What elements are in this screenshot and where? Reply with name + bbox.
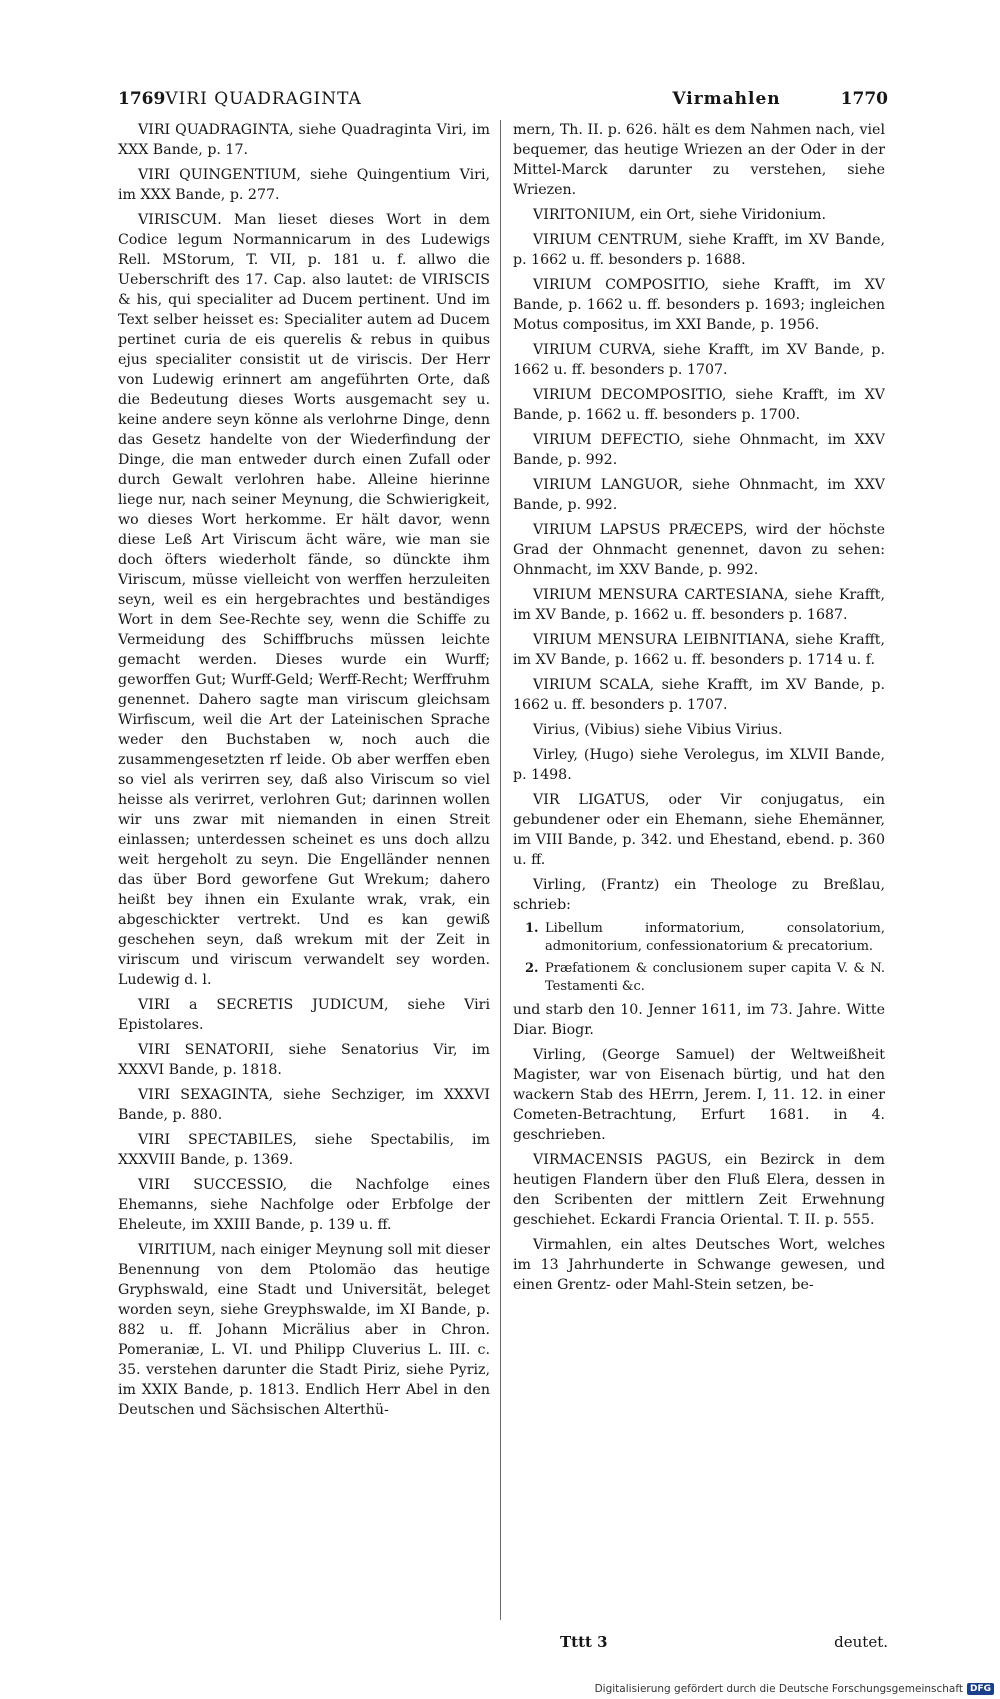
entry-virling-death: und starb den 10. Jenner 1611, im 73. Jahre. Witte Diar. Biogr. bbox=[513, 1002, 885, 1038]
entry-virling-george: Virling, (George Samuel) der Weltweißheit Magister, war von Eisenach bürtig, und hat den wackern Stab des HErrn, Jerem. I, 11. 12. in einer Cometen-Betrachtung, Erfurt 1681. in 4. geschrieben. bbox=[513, 1047, 885, 1143]
running-head-right: Virmahlen bbox=[672, 89, 781, 109]
entry-virium-compositio: VIRIUM COMPOSITIO, siehe Krafft, im XV Bande, p. 1662 u. ff. besonders p. 1693; ingleichen Motus compositus, im XXI Bande, p. 1956. bbox=[513, 277, 885, 333]
running-head-left: VIRI QUADRAGINTA bbox=[165, 89, 362, 109]
funding-credit bbox=[595, 1683, 994, 1695]
entry-viritonium: VIRITONIUM, ein Ort, siehe Viridonium. bbox=[533, 207, 826, 223]
entry-virium-lapsus: VIRIUM LAPSUS PRÆCEPS, wird der höchste Grad der Ohnmacht genennet, davon zu sehen: Ohnmacht, im XXV Bande, p. 992. bbox=[513, 522, 885, 578]
page-number-right: 1770 bbox=[840, 89, 888, 109]
entry-viri-quingentium: VIRI QUINGENTIUM, siehe Quingentium Viri, im XXX Bande, p. 277. bbox=[118, 167, 490, 203]
work-item bbox=[513, 960, 885, 996]
entry-virium-centrum: VIRIUM CENTRUM, siehe Krafft, im XV Bande, p. 1662 u. ff. besonders p. 1688. bbox=[513, 232, 885, 268]
entry-virium-curva: VIRIUM CURVA, siehe Krafft, im XV Bande, p. 1662 u. ff. besonders p. 1707. bbox=[513, 342, 885, 378]
left-column bbox=[118, 120, 490, 1625]
entry-viri-sexaginta: VIRI SEXAGINTA, siehe Sechziger, im XXXVI Bande, p. 880. bbox=[118, 1087, 490, 1123]
page-header bbox=[118, 82, 888, 116]
funding-note: Digitalisierung gefördert durch die Deutsche Forschungsgemeinschaft bbox=[594, 1683, 963, 1695]
entry-viri-successio: VIRI SUCCESSIO, die Nachfolge eines Ehemanns, siehe Nachfolge oder Erbfolge der Eheleute, im XXIII Bande, p. 139 u. ff. bbox=[118, 1177, 490, 1233]
entry-virium-mensura-cartesiana: VIRIUM MENSURA CARTESIANA, siehe Krafft, im XV Bande, p. 1662 u. ff. besonders p. 1687. bbox=[513, 587, 885, 623]
work-item-text: Præfationem & conclusionem super capita V. & N. Testamenti &c. bbox=[545, 961, 885, 994]
catchword: deutet. bbox=[834, 1633, 888, 1651]
entry-virius: Virius, (Vibius) siehe Vibius Virius. bbox=[533, 722, 783, 738]
entry-virium-defectio: VIRIUM DEFECTIO, siehe Ohnmacht, im XXV Bande, p. 992. bbox=[513, 432, 885, 468]
entry-viri-senatorii: VIRI SENATORII, siehe Senatorius Vir, im XXXVI Bande, p. 1818. bbox=[118, 1042, 490, 1078]
work-item-number: 2. bbox=[525, 961, 539, 976]
page-number-left: 1769 bbox=[118, 89, 166, 109]
dfg-logo-icon: DFG bbox=[967, 1683, 994, 1695]
signature-mark: Tttt 3 bbox=[560, 1633, 608, 1651]
entry-virmahlen: Virmahlen, ein altes Deutsches Wort, welches im 13 Jahrhunderte in Schwange gewesen, und einen Grentz- oder Mahl-Stein setzen, be- bbox=[513, 1237, 885, 1293]
entry-virling-frantz: Virling, (Frantz) ein Theologe zu Breßlau, schrieb: bbox=[513, 877, 885, 913]
entry-viri-a-secretis: VIRI a SECRETIS JUDICUM, siehe Viri Epistolares. bbox=[118, 997, 490, 1033]
entry-virium-mensura-leibnitiana: VIRIUM MENSURA LEIBNITIANA, siehe Krafft, im XV Bande, p. 1662 u. ff. besonders p. 1714 u. f. bbox=[513, 632, 885, 668]
column-rule bbox=[500, 120, 501, 1620]
entry-continuation: mern, Th. II. p. 626. hält es dem Nahmen nach, viel bequemer, das heutige Wriezen an der Oder in der Mittel-Marck darunter zu verstehen, siehe Wriezen. bbox=[513, 122, 885, 198]
page-footer bbox=[560, 1633, 888, 1651]
entry-virmacensis-pagus: VIRMACENSIS PAGUS, ein Bezirck in dem heutigen Flandern über den Fluß Elera, dessen in den Scribenten der mittlern Zeit Erwehnung geschiehet. Eckardi Francia Oriental. T. II. p. 555. bbox=[513, 1152, 885, 1228]
entry-viri-quadraginta: VIRI QUADRAGINTA, siehe Quadraginta Viri, im XXX Bande, p. 17. bbox=[118, 122, 490, 158]
work-item-number: 1. bbox=[525, 921, 539, 936]
entry-virium-scala: VIRIUM SCALA, siehe Krafft, im XV Bande, p. 1662 u. ff. besonders p. 1707. bbox=[513, 677, 885, 713]
work-item bbox=[513, 920, 885, 956]
entry-vir-ligatus: VIR LIGATUS, oder Vir conjugatus, ein gebundener oder ein Ehemann, siehe Ehemänner, im VIII Bande, p. 342. und Ehestand, ebend. p. 360 u. ff. bbox=[513, 792, 885, 868]
entry-viriscum: VIRISCUM. Man lieset dieses Wort in dem Codice legum Normannicarum in des Ludewigs Rell. MStorum, T. VII, p. 181 u. f. allwo die Ueberschrift des 17. Cap. also lautet: de VIRISCIS & his, qui specialiter ad Ducem pertinent. Und im Text selber heisset es: Specialiter autem ad Ducem pertinet curia de eis querelis & rebus in quibus ejus specialiter consistit ut de viriscis. Der Herr von Ludewig erinnert am angeführten Orte, daß die Bedeutung dieses Worts ausgemacht sey u. keine andere seyn könne als verlohrne Dinge, denn das Gesetz handelte von der Wiederfindung der Dinge, die man entweder durch einen Zufall oder durch Gewalt verlohren habe. Alleine hierinne liege nur, nach seiner Meynung, die Schwierigkeit, wo dieses Wort herkomme. Er hält davor, wenn diese Leß Art Viriscum ächt wäre, wie man sie doch öfters wiederholt fände, so dünckte ihm Viriscum, müsse vielleicht von werffen herzuleiten seyn, weil es ein hergebrachtes und beständiges Wort in dem See-Rechte sey, wenn die Schiffe zu Vermeidung des Schiffbruchs müssen leichte gemacht werden. Dieses wurde ein Wurff; geworffen Gut; Wurff-Geld; Werff-Recht; Werffruhm genennet. Dahero sagte man viriscum gleichsam Wirfiscum, weil die Art der Lateinischen Sprache weder den Buchstaben w, noch auch die zusammengesetzten rf leide. Ob aber werffen eben so viel als verirren sey, daß also Viriscum so viel heisse als verirret, verlohren Gut; darinnen wollen wir uns zwar mit niemanden in einen Streit einlassen; unterdessen scheinet es uns doch allzu weit hergeholt zu seyn. Die Engelländer nennen das über Bord geworfene Gut Wrekum; dahero heißt bey ihnen ein Exulante wrak, vrak, ein abgeschickter vertrekt. Und es kan gewiß geschehen seyn, daß wrekum mit der Zeit in viriscum und viriscum verwandelt sey worden. Ludewig d. l. bbox=[118, 212, 490, 988]
entry-virley: Virley, (Hugo) siehe Verolegus, im XLVII Bande, p. 1498. bbox=[513, 747, 885, 783]
entry-virium-languor: VIRIUM LANGUOR, siehe Ohnmacht, im XXV Bande, p. 992. bbox=[513, 477, 885, 513]
entry-viritium: VIRITIUM, nach einiger Meynung soll mit dieser Benennung von dem Ptolomäo das heutige Gryphswald, eine Stadt und Universität, beleget worden seyn, siehe Greyphswalde, im XI Bande, p. 882 u. ff. Johann Micrälius aber in Chron. Pomeraniæ, L. VI. und Philipp Cluverius L. III. c. 35. verstehen darunter die Stadt Piriz, siehe Pyriz, im XXIX Bande, p. 1813. Endlich Herr Abel in den Deutschen und Sächsischen Alterthü- bbox=[118, 1242, 490, 1418]
entry-viri-spectabiles: VIRI SPECTABILES, siehe Spectabilis, im XXXVIII Bande, p. 1369. bbox=[118, 1132, 490, 1168]
entry-virium-decompositio: VIRIUM DECOMPOSITIO, siehe Krafft, im XV Bande, p. 1662 u. ff. besonders p. 1700. bbox=[513, 387, 885, 423]
right-column bbox=[513, 120, 885, 1625]
work-item-text: Libellum informatorium, consolatorium, admonitorium, confessionatorium & precatorium. bbox=[545, 921, 885, 954]
